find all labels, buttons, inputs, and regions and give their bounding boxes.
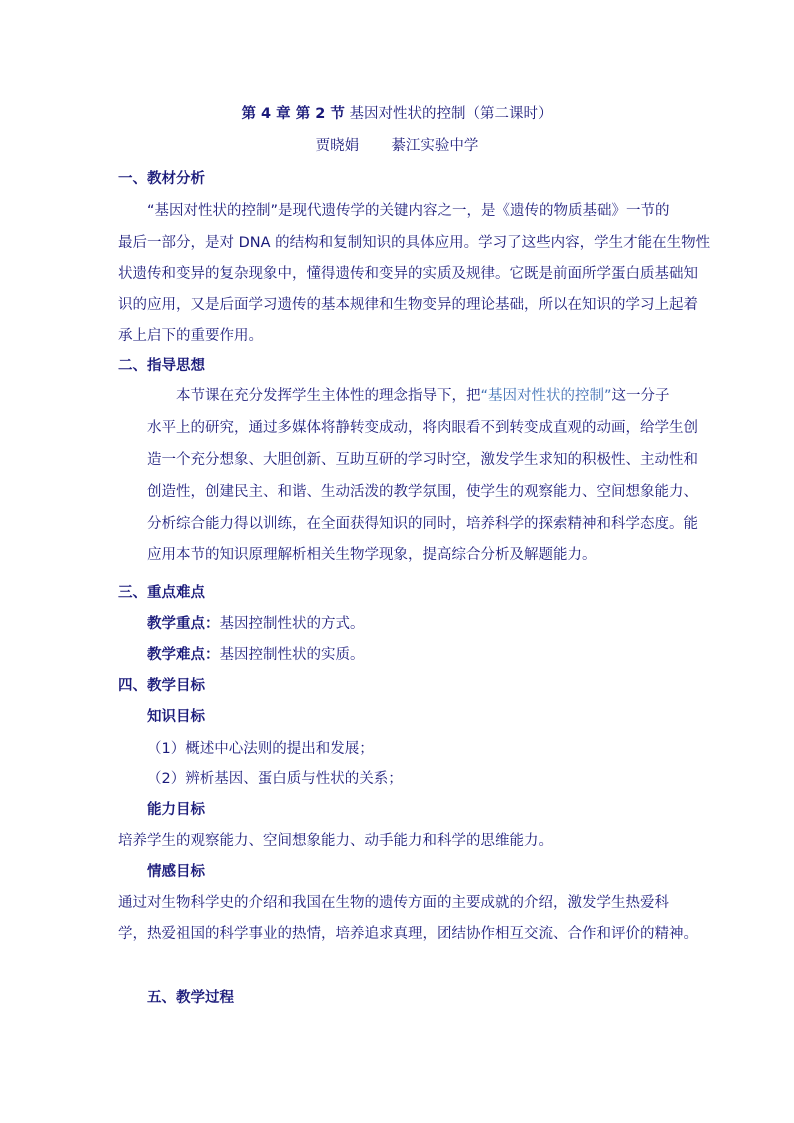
paragraph-line: 造一个充分想象、大胆创新、互助互研的学习时空，激发学生求知的积极性、主动性和 [147,452,698,468]
paragraph-text: 本节课在充分发挥学生主体性的理念指导下，把 [176,388,481,404]
teaching-difficulty-text: 基因控制性状的实质。 [219,647,365,663]
teaching-difficulty [147,643,365,664]
subheading-ability-goals: 能力目标 [147,802,205,818]
section-heading-key-points: 三、重点难点 [118,585,205,601]
lesson-title-topic: 基因对性状的控制（第二课时） [344,106,553,122]
teaching-difficulty-label: 教学难点： [147,647,220,663]
lesson-title-chapter: 第 4 章 第 2 节 [241,106,345,122]
paragraph-line: 学，热爱祖国的科学事业的热情，培养追求真理，团结协作相互交流、合作和评价的精神。 [118,926,698,942]
paragraph-line: 状遗传和变异的复杂现象中，懂得遗传和变异的实质及规律。它既是前面所学蛋白质基础知 [118,266,698,282]
paragraph-line: 培养学生的观察能力、空间想象能力、动手能力和科学的思维能力。 [118,833,553,849]
lesson-title [0,102,794,123]
author-line: 贾晓娟 綦江实验中学 [315,138,479,154]
highlighted-topic: “基因对性状的控制” [480,388,612,404]
paragraph-line [176,384,670,405]
paragraph-text: 这一分子 [611,388,670,404]
paragraph-line: 分析综合能力得以训练，在全面获得知识的同时，培养科学的探索精神和科学态度。能 [147,516,698,532]
subheading-knowledge-goals: 知识目标 [147,709,205,725]
section-heading-teaching-process: 五、教学过程 [147,990,234,1006]
list-item: （1）概述中心法则的提出和发展； [147,741,374,757]
section-heading-material-analysis: 一、教材分析 [118,171,205,187]
teaching-focus-label: 教学重点： [147,616,220,632]
paragraph-line: 水平上的研究，通过多媒体将静转变成动，将肉眼看不到转变成直观的动画，给学生创 [147,420,698,436]
subheading-emotion-goals: 情感目标 [147,864,205,880]
paragraph-line: 识的应用，又是后面学习遗传的基本规律和生物变异的理论基础，所以在知识的学习上起着 [118,297,698,313]
teaching-focus [147,612,365,633]
section-heading-teaching-goals: 四、教学目标 [118,678,205,694]
paragraph-line: 承上启下的重要作用。 [118,328,263,344]
paragraph-line: 应用本节的知识原理解析相关生物学现象，提高综合分析及解题能力。 [147,547,597,563]
section-heading-guiding-ideas: 二、指导思想 [118,358,205,374]
paragraph-line: “基因对性状的控制”是现代遗传学的关键内容之一，是《遗传的物质基础》一节的 [147,203,670,219]
paragraph-line: 创造性，创建民主、和谐、生动活泼的教学氛围，使学生的观察能力、空间想象能力、 [147,484,698,500]
list-item: （2）辨析基因、蛋白质与性状的关系； [147,771,403,787]
teaching-focus-text: 基因控制性状的方式。 [219,616,365,632]
paragraph-line: 最后一部分，是对 DNA 的结构和复制知识的具体应用。学习了这些内容，学生才能在生物性 [118,235,711,251]
paragraph-line: 通过对生物科学史的介绍和我国在生物的遗传方面的主要成就的介绍，激发学生热爱科 [118,895,669,911]
